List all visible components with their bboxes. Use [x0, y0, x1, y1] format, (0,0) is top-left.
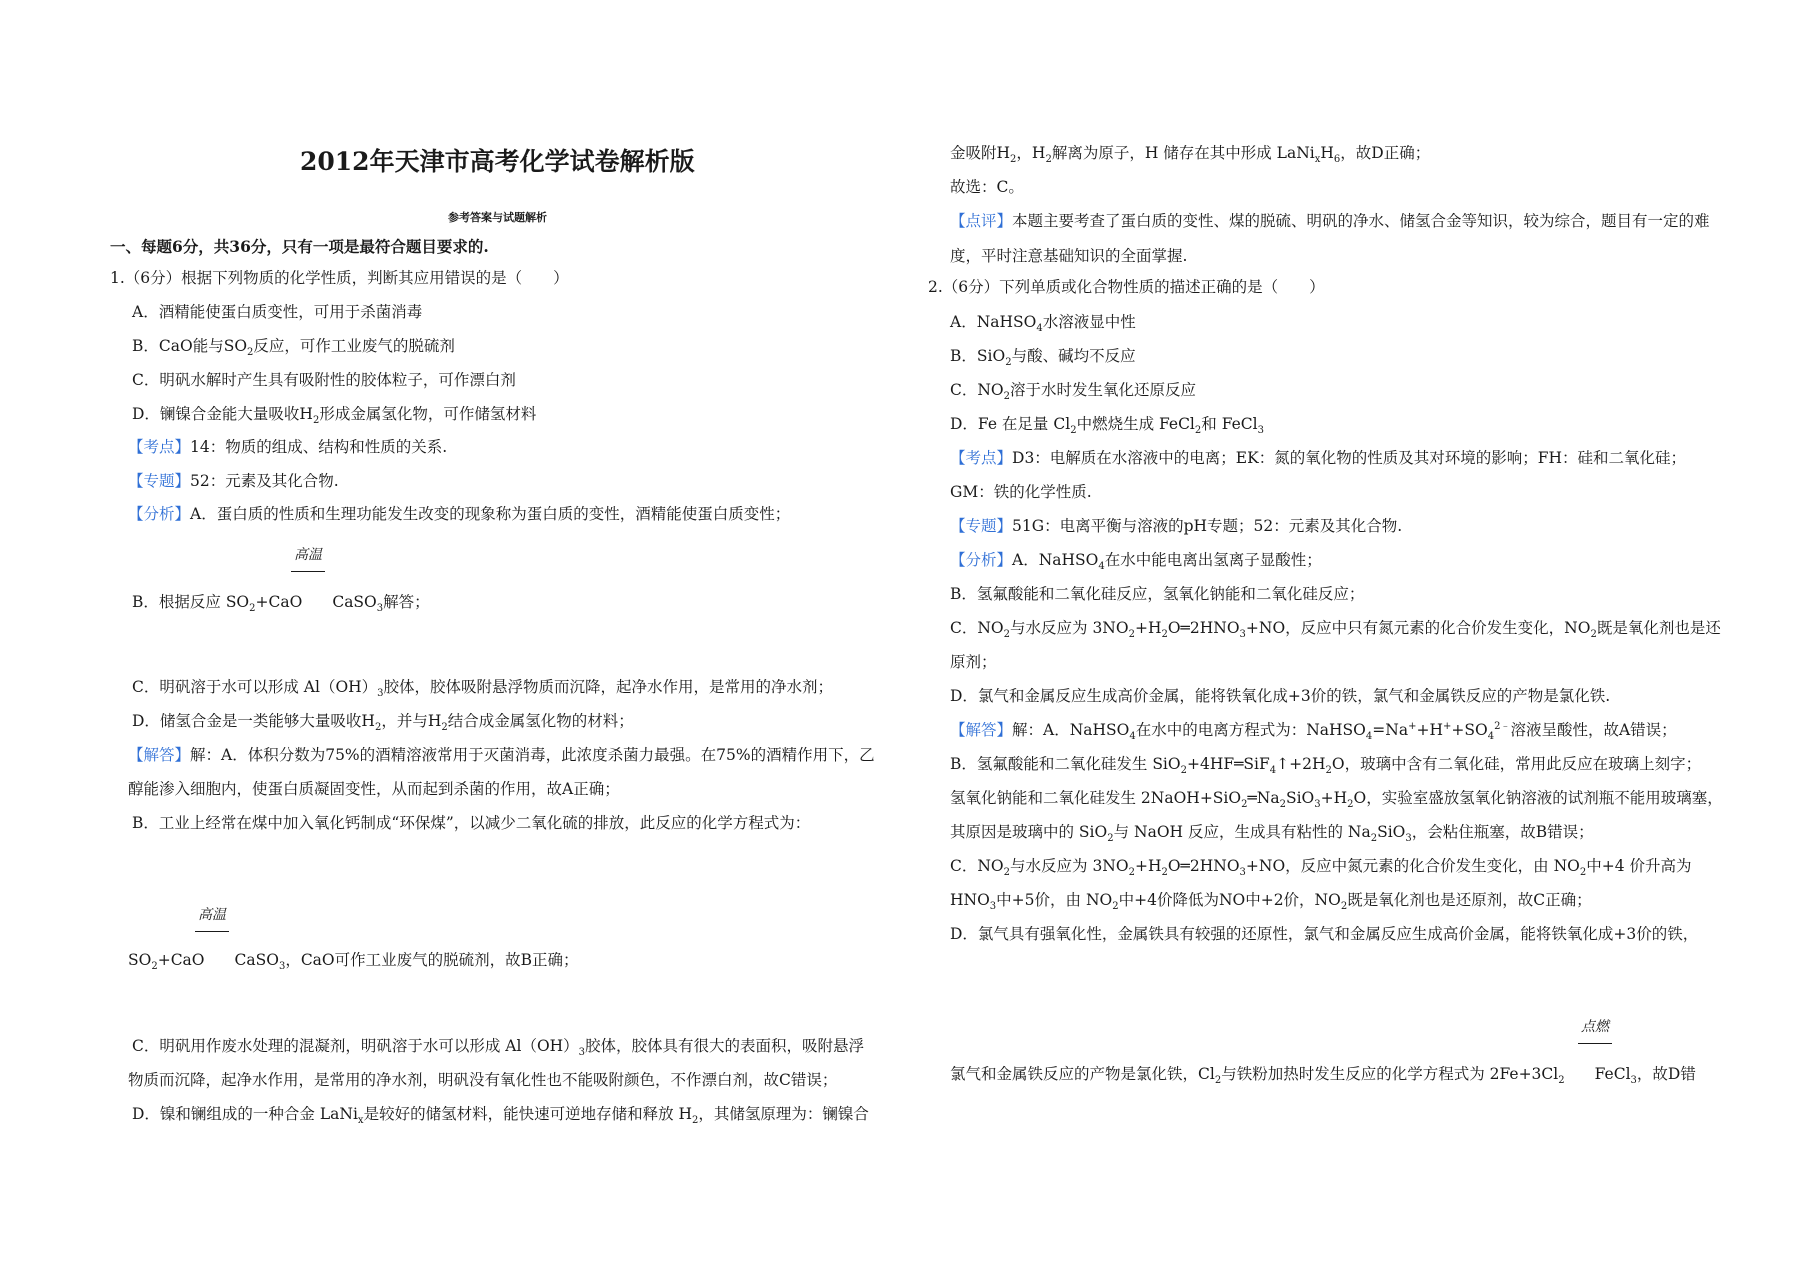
q1-kaodian: 【考点】14：物质的组成、结构和性质的关系. [128, 438, 448, 456]
q2-jieda-b1: B．氢氟酸能和二氧化硅发生 $SiO_2+4HF═SiF_4↑+2H_2O$，玻璃中含有二氧化硅，常用此反应在玻璃上刻字； [950, 755, 1702, 777]
q1-option-d: D．镧镍合金能大量吸收$H_2$形成金属氢化物，可作储氢材料 [132, 405, 537, 427]
q2-fenxi-d: D．氯气和金属反应生成高价金属，能将铁氧化成+3价的铁，氯气和金属铁反应的产物是氯化铁. [950, 687, 1611, 705]
page-subtitle: 参考答案与试题解析 [448, 211, 547, 224]
q2-jieda-a: 【解答】解：A．NaHSO$_4$在水中的电离方程式为：$NaHSO_4=Na^++H^++SO_4^{2﹣}$溶液呈酸性，故A错误； [950, 720, 1677, 743]
fenxi-tag: 【分析】 [128, 505, 191, 523]
kaodian-tag: 【考点】 [128, 438, 191, 456]
q2-fenxi-c2: 原剂； [950, 653, 997, 671]
q1-fenxi-b: B．根据反应 $SO_2+CaO$ CaSO$_3$解答； [132, 593, 430, 615]
q1-jieda-d1: D．镍和镧组成的一种合金 LaNi$_x$是较好的储氢材料，能快速可逆地存储和释放 $H_2$，其储氢原理为：镧镍合 [132, 1105, 869, 1127]
q1-option-c: C．明矾水解时产生具有吸附性的胶体粒子，可作漂白剂 [132, 371, 516, 389]
q2-option-b: B．SiO$_2$与酸、碱均不反应 [950, 347, 1136, 369]
q1-jieda-d2: 金吸附$H_2$，$H_2$解离为原子，H 储存在其中形成 $LaNi_xH_6$，故D正确； [950, 144, 1431, 166]
q1-jieda-a2: 醇能渗入细胞内，使蛋白质凝固变性，从而起到杀菌的作用，故A正确； [128, 780, 620, 798]
q1-dianping1: 【点评】本题主要考查了蛋白质的变性、煤的脱硫、明矾的净水、储氢合金等知识，较为综合，题目有一定的难 [950, 212, 1710, 230]
q2-jieda-c2: $HNO_3$中+5价，由 $NO_2$中+4价降低为NO中+2价，$NO_2$既是氧化剂也是还原剂，故C正确； [950, 891, 1592, 913]
reaction-condition: 高温 [198, 907, 226, 923]
q2-fenxi-c1: C．$NO_2$与水反应为 $3NO_2+H_2O═2HNO_3+NO$，反应中只有氮元素的化合价发生变化，$NO_2$既是氧化剂也是还 [950, 619, 1721, 641]
dianping-tag: 【点评】 [950, 212, 1013, 230]
q1-jieda-b1: B．工业上经常在煤中加入氧化钙制成“环保煤”，以减少二氧化硫的排放，此反应的化学方程式为： [132, 814, 811, 832]
q1-answer: 故选：C。 [950, 178, 1024, 196]
q2-kaodian2: GM：铁的化学性质. [950, 483, 1092, 501]
q2-jieda-c1: C．$NO_2$与水反应为 $3NO_2+H_2O═2HNO_3+NO$，反应中氮元素的化合价发生变化，由 $NO_2$中+4 价升高为 [950, 857, 1692, 879]
page-title: 2012年天津市高考化学试卷解析版 [300, 147, 695, 176]
q2-fenxi-b: B．氢氟酸能和二氧化硅反应，氢氧化钠能和二氧化硅反应； [950, 585, 1365, 603]
q2-jieda-b2: 氢氧化钠能和二氧化硅发生 $2NaOH+SiO_2═Na_2SiO_3+H_2O$，实验室盛放氢氧化钠溶液的试剂瓶不能用玻璃塞， [950, 789, 1723, 811]
q2-option-c: C．$NO_2$溶于水时发生氧化还原反应 [950, 381, 1197, 403]
q2-fenxi-a: 【分析】A．NaHSO$_4$在水中能电离出氢离子显酸性； [950, 551, 1322, 573]
q2-jieda-d2: 氯气和金属铁反应的产物是氯化铁，$Cl_2$与铁粉加热时发生反应的化学方程式为 $2Fe+3Cl_2$ FeCl$_3$，故D错 [950, 1065, 1696, 1087]
q2-stem: 2.（6分）下列单质或化合物性质的描述正确的是（ ） [928, 278, 1325, 296]
zhuanti-tag: 【专题】 [128, 472, 191, 490]
q1-option-a: A．酒精能使蛋白质变性，可用于杀菌消毒 [132, 303, 423, 321]
reaction-arrow [1578, 1043, 1612, 1044]
fenxi-tag: 【分析】 [950, 551, 1013, 569]
reaction-condition: 高温 [294, 547, 322, 563]
reaction-arrow [195, 931, 229, 932]
section-heading: 一、每题6分，共36分，只有一项是最符合题目要求的. [110, 237, 489, 256]
q1-zhuanti: 【专题】52：元素及其化合物. [128, 472, 339, 490]
q1-jieda-c2: 物质而沉降，起净水作用，是常用的净水剂，明矾没有氧化性也不能吸附颜色，不作漂白剂，故C错误； [128, 1071, 838, 1089]
q2-jieda-b3: 其原因是玻璃中的 SiO$_2$与 NaOH 反应，生成具有粘性的 $Na_2SiO_3$，会粘住瓶塞，故B错误； [950, 823, 1594, 845]
q2-kaodian1: 【考点】D3：电解质在水溶液中的电离；EK：氮的氧化物的性质及其对环境的影响；FH：硅和二氧化硅； [950, 449, 1686, 467]
q1-jieda-b2: $SO_2+CaO$ CaSO$_3$，CaO可作工业废气的脱硫剂，故B正确； [128, 951, 579, 973]
q1-dianping2: 度，平时注意基础知识的全面掌握. [950, 247, 1188, 265]
q1-fenxi-d: D．储氢合金是一类能够大量吸收$H_2$，并与$H_2$结合成金属氢化物的材料； [132, 712, 634, 734]
q2-option-d: D．Fe 在足量 $Cl_2$中燃烧生成 FeCl$_2$和 FeCl$_3$ [950, 415, 1264, 437]
jieda-tag: 【解答】 [950, 721, 1013, 739]
reaction-arrow [291, 571, 325, 572]
q2-zhuanti: 【专题】51G：电离平衡与溶液的pH专题；52：元素及其化合物. [950, 517, 1403, 535]
kaodian-tag: 【考点】 [950, 449, 1013, 467]
q1-fenxi-c: C．明矾溶于水可以形成 $Al(OH)_3$胶体，胶体吸附悬浮物质而沉降，起净水作用，是常用的净水剂； [132, 678, 834, 700]
q1-stem: 1.（6分）根据下列物质的化学性质，判断其应用错误的是（ ） [110, 269, 569, 287]
q1-jieda-a1: 【解答】解：A．体积分数为75%的酒精溶液常用于灭菌消毒，此浓度杀菌力最强。在75%的酒精作用下，乙 [128, 746, 875, 764]
jieda-tag: 【解答】 [128, 746, 191, 764]
zhuanti-tag: 【专题】 [950, 517, 1013, 535]
reaction-condition: 点燃 [1581, 1019, 1609, 1035]
q2-option-a: A．NaHSO$_4$水溶液显中性 [950, 313, 1136, 335]
q1-jieda-c1: C．明矾用作废水处理的混凝剂，明矾溶于水可以形成 $Al(OH)_3$胶体，胶体具有很大的表面积，吸附悬浮 [132, 1037, 865, 1059]
q1-fenxi-a: 【分析】A．蛋白质的性质和生理功能发生改变的现象称为蛋白质的变性，酒精能使蛋白质变性； [128, 505, 791, 523]
q1-option-b: B．CaO能与$SO_2$反应，可作工业废气的脱硫剂 [132, 337, 455, 359]
q2-jieda-d1: D．氯气具有强氧化性，金属铁具有较强的还原性，氯气和金属反应生成高价金属，能将铁氧化成+3价的铁， [950, 925, 1699, 943]
